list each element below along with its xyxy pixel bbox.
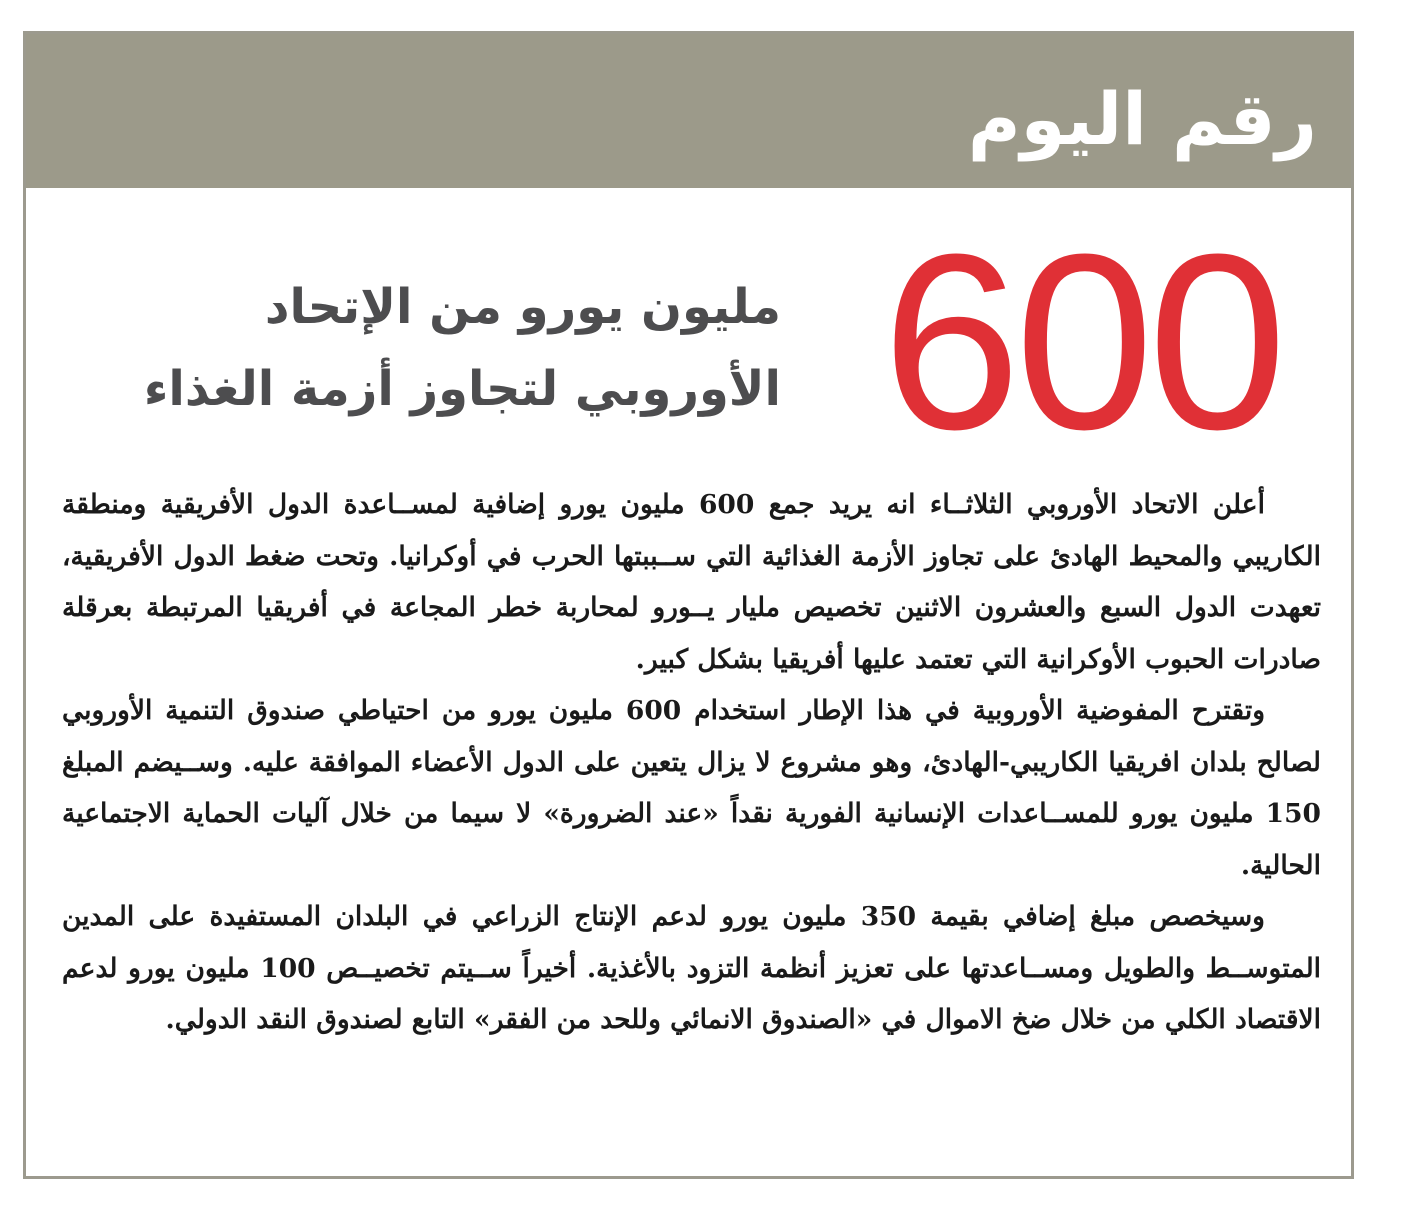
article-card [23, 31, 1354, 1179]
headline-line-2: الأوروبي لتجاوز أزمة الغذاء [143, 361, 781, 417]
paragraph-2: وتقترح المفوضية الأوروبية في هذا الإطار استخدام 600 مليون يورو من احتياطي صندوق التنمية الأوروبي لصالح بلدان افريقيا الكاريبي-الهادئ، وهو مشروع لا يزال يتعين على الدول الأعضاء الموافقة عليه. وســيضم المبلغ 150 مليون يورو للمســاعدات الإنسانية الفورية نقداً «عند الضرورة» لا سيما من خلال آليات الحماية الاجتماعية الحالية. [62, 695, 1321, 881]
feature-number: 600 [881, 202, 1281, 481]
section-title: رقم اليوم [967, 77, 1317, 161]
paragraph-1: أعلن الاتحاد الأوروبي الثلاثــاء انه يريد جمع 600 مليون يورو إضافية لمســاعدة الدول الأفريقية ومنطقة الكاريبي والمحيط الهادئ على تجاوز الأزمة الغذائية التي ســببتها الحرب في أوكرانيا. وتحت ضغط الدول الأفريقية، تعهدت الدول السبع والعشرون الاثنين تخصيص مليار يــورو لمحاربة خطر المجاعة في أفريقيا المرتبطة بعرقلة صادرات الحبوب الأوكرانية التي تعتمد عليها أفريقيا بشكل كبير. [62, 489, 1321, 675]
header-band [26, 34, 1351, 188]
headline [81, 266, 781, 430]
headline-line-1: مليون يورو من الإتحاد [264, 279, 781, 335]
article-body [62, 479, 1321, 1046]
paragraph-3: وسيخصص مبلغ إضافي بقيمة 350 مليون يورو لدعم الإنتاج الزراعي في البلدان المستفيدة على المدين المتوســط والطويل ومســاعدتها على تعزيز أنظمة التزود بالأغذية. أخيراً ســيتم تخصيــص 100 مليون يورو لدعم الاقتصاد الكلي من خلال ضخ الاموال في «الصندوق الانمائي وللحد من الفقر» التابع لصندوق النقد الدولي. [62, 901, 1322, 1035]
